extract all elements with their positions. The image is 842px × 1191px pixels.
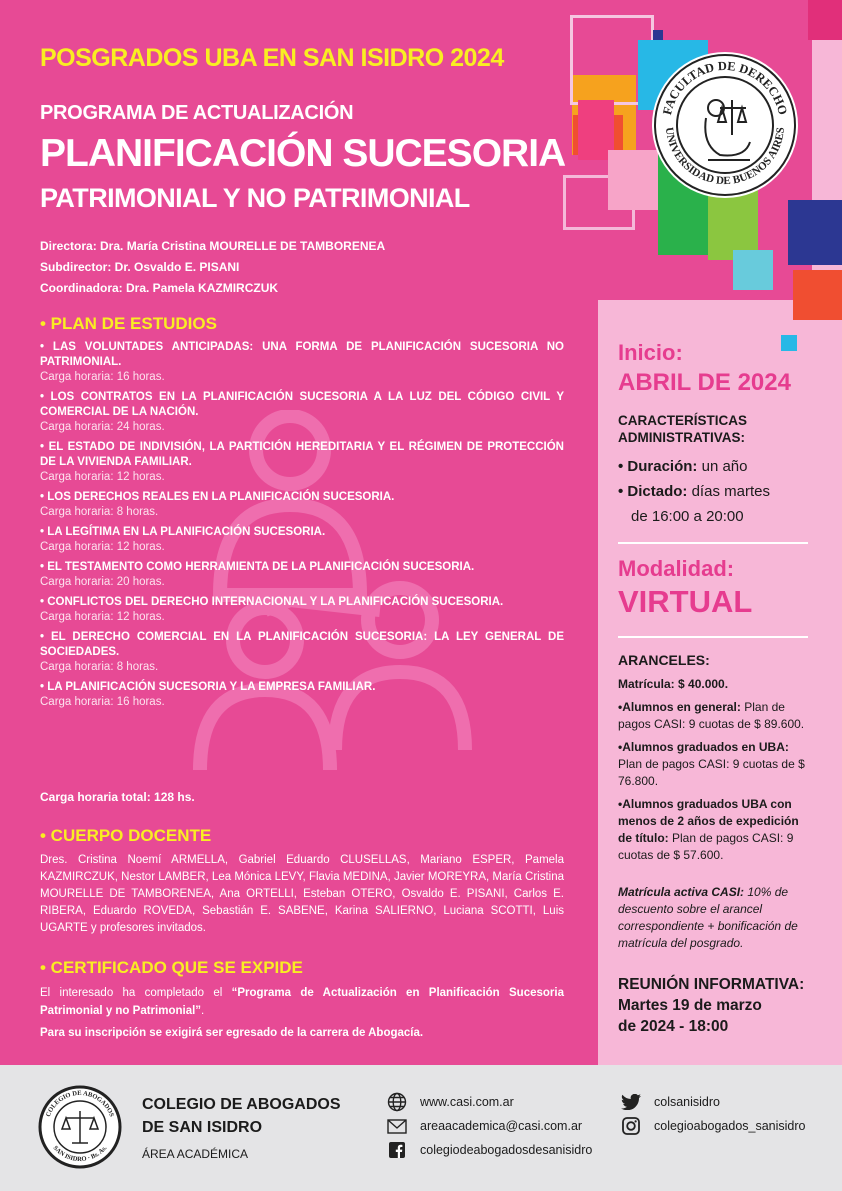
facebook-icon — [386, 1141, 408, 1159]
uba-seal-icon — [650, 50, 800, 200]
duration — [618, 454, 770, 479]
course-title: • LA LEGÍTIMA EN LA PLANIFICACIÓN SUCESORIA. — [40, 526, 326, 538]
course-load: Carga horaria: 8 horas. — [40, 661, 159, 673]
admin-heading-line1: CARACTERÍSTICAS — [618, 413, 748, 428]
faculty-heading: • CUERPO DOCENTE — [40, 826, 212, 845]
note-text: 10% de descuento sobre el arancel correspondiente + bonificación de matrícula del posgrado. — [618, 885, 798, 950]
schedule-label: • Dictado: — [618, 483, 688, 500]
fee-label: •Alumnos graduados UBA con menos de 2 años de expedición de título: — [618, 797, 799, 845]
email-address: areaacademica@casi.com.ar — [420, 1119, 583, 1133]
deco-square — [781, 335, 797, 351]
course-item — [40, 560, 564, 589]
subdirector: Subdirector: Dr. Osvaldo E. PISANI — [40, 260, 240, 274]
website-link[interactable] — [386, 1093, 514, 1111]
svg-text:COLEGIO DE ABOGADOS: COLEGIO DE ABOGADOS — [44, 1089, 116, 1118]
certificate-program-name: “Programa de Actualización en Planificación Sucesoria Patrimonial y no Patrimonial” — [40, 987, 564, 1017]
program-subtitle: PATRIMONIAL Y NO PATRIMONIAL — [40, 183, 470, 213]
fee-text: Plan de pagos CASI: 9 cuotas de $ 89.600. — [618, 700, 805, 731]
org-name-line1: COLEGIO DE ABOGADOS — [142, 1096, 341, 1113]
email-link[interactable] — [386, 1117, 582, 1135]
admin-details — [618, 454, 770, 529]
twitter-link[interactable] — [620, 1093, 720, 1111]
duration-label: • Duración: — [618, 458, 698, 475]
course-item — [40, 390, 564, 434]
divider — [618, 636, 808, 638]
globe-icon — [386, 1093, 408, 1111]
coordinator: Coordinadora: Dra. Pamela KAZMIRCZUK — [40, 281, 279, 295]
course-title: • LOS DERECHOS REALES EN LA PLANIFICACIÓN SUCESORIA. — [40, 491, 395, 503]
meeting-time: de 2024 - 18:00 — [618, 1018, 729, 1035]
schedule-value: días martes — [687, 483, 770, 500]
fee-item — [618, 796, 814, 864]
org-area: ÁREA ACADÉMICA — [142, 1147, 249, 1161]
instagram-link[interactable] — [620, 1117, 806, 1135]
course-load: Carga horaria: 12 horas. — [40, 611, 165, 623]
course-title: • CONFLICTOS DEL DERECHO INTERNACIONAL Y LA PLANIFICACIÓN SUCESORIA. — [40, 596, 504, 608]
staff-list — [40, 236, 385, 299]
course-load: Carga horaria: 12 horas. — [40, 471, 165, 483]
divider — [618, 542, 808, 544]
enrollment-fee: Matrícula: $ 40.000. — [618, 677, 729, 691]
course-title: • EL DERECHO COMERCIAL EN LA PLANIFICACIÓN SUCESORIA: LA LEY GENERAL DE SOCIEDADES. — [40, 631, 564, 658]
fee-item — [618, 739, 814, 790]
program-kicker: POSGRADOS UBA EN SAN ISIDRO 2024 — [40, 44, 504, 72]
meeting-title: REUNIÓN INFORMATIVA: — [618, 976, 805, 993]
faculty-list: Dres. Cristina Noemí ARMELLA, Gabriel Eduardo CLUSELLAS, Mariano ESPER, Pamela KAZMIRCZUK, Nestor LAMBER, Lea Mónica LEVY, Flavia MEDINA, Javier MOREYRA, María Cristina MOURELLE DE TAMBORENEA, Ana ORTELLI, Esteban OTERO, Osvaldo E. PISANI, Carlos E. RIBERA, Eduardo ROVEDA, Sebastián E. SABENE, Karina SALIERNO, Luciana SCOTTI, Luis UGARTE y profesores invitados. — [40, 854, 564, 934]
certificate-text-post: . — [201, 1005, 205, 1017]
org-name-line2: DE SAN ISIDRO — [142, 1119, 263, 1136]
course-title: • EL ESTADO DE INDIVISIÓN, LA PARTICIÓN HEREDITARIA Y EL RÉGIMEN DE PROTECCIÓN DE LA VIVIENDA FAMILIAR. — [40, 441, 564, 468]
course-load: Carga horaria: 16 horas. — [40, 696, 165, 708]
fee-text: Plan de pagos CASI: 9 cuotas de $ 76.800. — [618, 757, 805, 788]
course-load: Carga horaria: 16 horas. — [40, 371, 165, 383]
course-title: • EL TESTAMENTO COMO HERRAMIENTA DE LA PLANIFICACIÓN SUCESORIA. — [40, 561, 475, 573]
course-item — [40, 490, 564, 519]
course-item — [40, 630, 564, 674]
note-label: Matrícula activa CASI: — [618, 885, 745, 899]
modality-label: Modalidad: — [618, 556, 735, 581]
twitter-handle: colsanisidro — [654, 1095, 721, 1109]
casi-seal-icon — [38, 1085, 122, 1169]
certificate-text — [40, 984, 564, 1020]
schedule-time: de 16:00 a 20:00 — [631, 508, 744, 525]
deco-square — [653, 30, 663, 40]
svg-text:SAN ISIDRO · Bs. As.: SAN ISIDRO · Bs. As. — [51, 1144, 109, 1164]
modality-value: VIRTUAL — [618, 584, 753, 619]
course-item — [40, 440, 564, 484]
schedule — [618, 479, 770, 504]
enrollment-requirement: Para su inscripción se exigirá ser egresado de la carrera de Abogacía. — [40, 1027, 424, 1039]
fees-list — [618, 676, 814, 870]
course-title: • LA PLANIFICACIÓN SUCESORIA Y LA EMPRESA FAMILIAR. — [40, 681, 376, 693]
meeting-date: Martes 19 de marzo — [618, 997, 762, 1014]
deco-square — [808, 0, 842, 40]
info-sidebar — [598, 0, 842, 1065]
course-title: • LAS VOLUNTADES ANTICIPADAS: UNA FORMA DE PLANIFICACIÓN SUCESORIA NO PATRIMONIAL. — [40, 341, 564, 368]
director: Directora: Dra. María Cristina MOURELLE DE TAMBORENEA — [40, 239, 386, 253]
website-url: www.casi.com.ar — [420, 1095, 514, 1109]
facebook-link[interactable] — [386, 1141, 592, 1159]
course-list — [40, 340, 564, 715]
facebook-handle: colegiodeabogadosdesanisidro — [420, 1143, 593, 1157]
plan-heading: • PLAN DE ESTUDIOS — [40, 314, 217, 333]
envelope-icon — [386, 1117, 408, 1135]
course-load: Carga horaria: 12 horas. — [40, 541, 165, 553]
twitter-icon — [620, 1093, 642, 1111]
instagram-icon — [620, 1117, 642, 1135]
certificate-heading: • CERTIFICADO QUE SE EXPIDE — [40, 958, 303, 977]
org-name — [142, 1093, 341, 1139]
deco-square — [733, 250, 773, 290]
course-item — [40, 595, 564, 624]
fee-label: •Alumnos en general: — [618, 700, 741, 714]
fee-label: •Alumnos graduados en UBA: — [618, 740, 789, 754]
certificate-text-pre: El interesado ha completado el — [40, 987, 232, 999]
fees-heading: ARANCELES: — [618, 652, 710, 668]
deco-square — [788, 200, 842, 265]
total-hours: Carga horaria total: 128 hs. — [40, 790, 195, 804]
admin-heading-line2: ADMINISTRATIVAS: — [618, 430, 745, 445]
duration-value: un año — [697, 458, 748, 475]
program-type: PROGRAMA DE ACTUALIZACIÓN — [40, 102, 354, 124]
course-load: Carga horaria: 8 horas. — [40, 506, 159, 518]
course-title: • LOS CONTRATOS EN LA PLANIFICACIÓN SUCESORIA A LA LUZ DEL CÓDIGO CIVIL Y COMERCIAL DE LA NACIÓN. — [40, 391, 564, 418]
course-item — [40, 680, 564, 709]
info-meeting — [618, 974, 804, 1037]
admin-heading — [618, 412, 747, 446]
svg-text:FACULTAD DE DERECHO: FACULTAD DE DERECHO — [660, 58, 791, 117]
deco-square — [793, 270, 842, 320]
fee-item — [618, 699, 814, 733]
course-load: Carga horaria: 24 horas. — [40, 421, 165, 433]
discount-note — [618, 884, 818, 952]
footer — [0, 1065, 842, 1191]
start-date: ABRIL DE 2024 — [618, 369, 791, 396]
start-label: Inicio: — [618, 340, 683, 365]
fee-text: Plan de pagos CASI: 9 cuotas de $ 57.600. — [618, 831, 794, 862]
course-item — [40, 340, 564, 384]
svg-text:UNIVERSIDAD DE BUENOS AIRES: UNIVERSIDAD DE BUENOS AIRES — [662, 126, 788, 188]
instagram-handle: colegioabogados_sanisidro — [654, 1119, 806, 1133]
course-load: Carga horaria: 20 horas. — [40, 576, 165, 588]
course-item — [40, 525, 564, 554]
program-title: PLANIFICACIÓN SUCESORIA — [40, 132, 566, 175]
